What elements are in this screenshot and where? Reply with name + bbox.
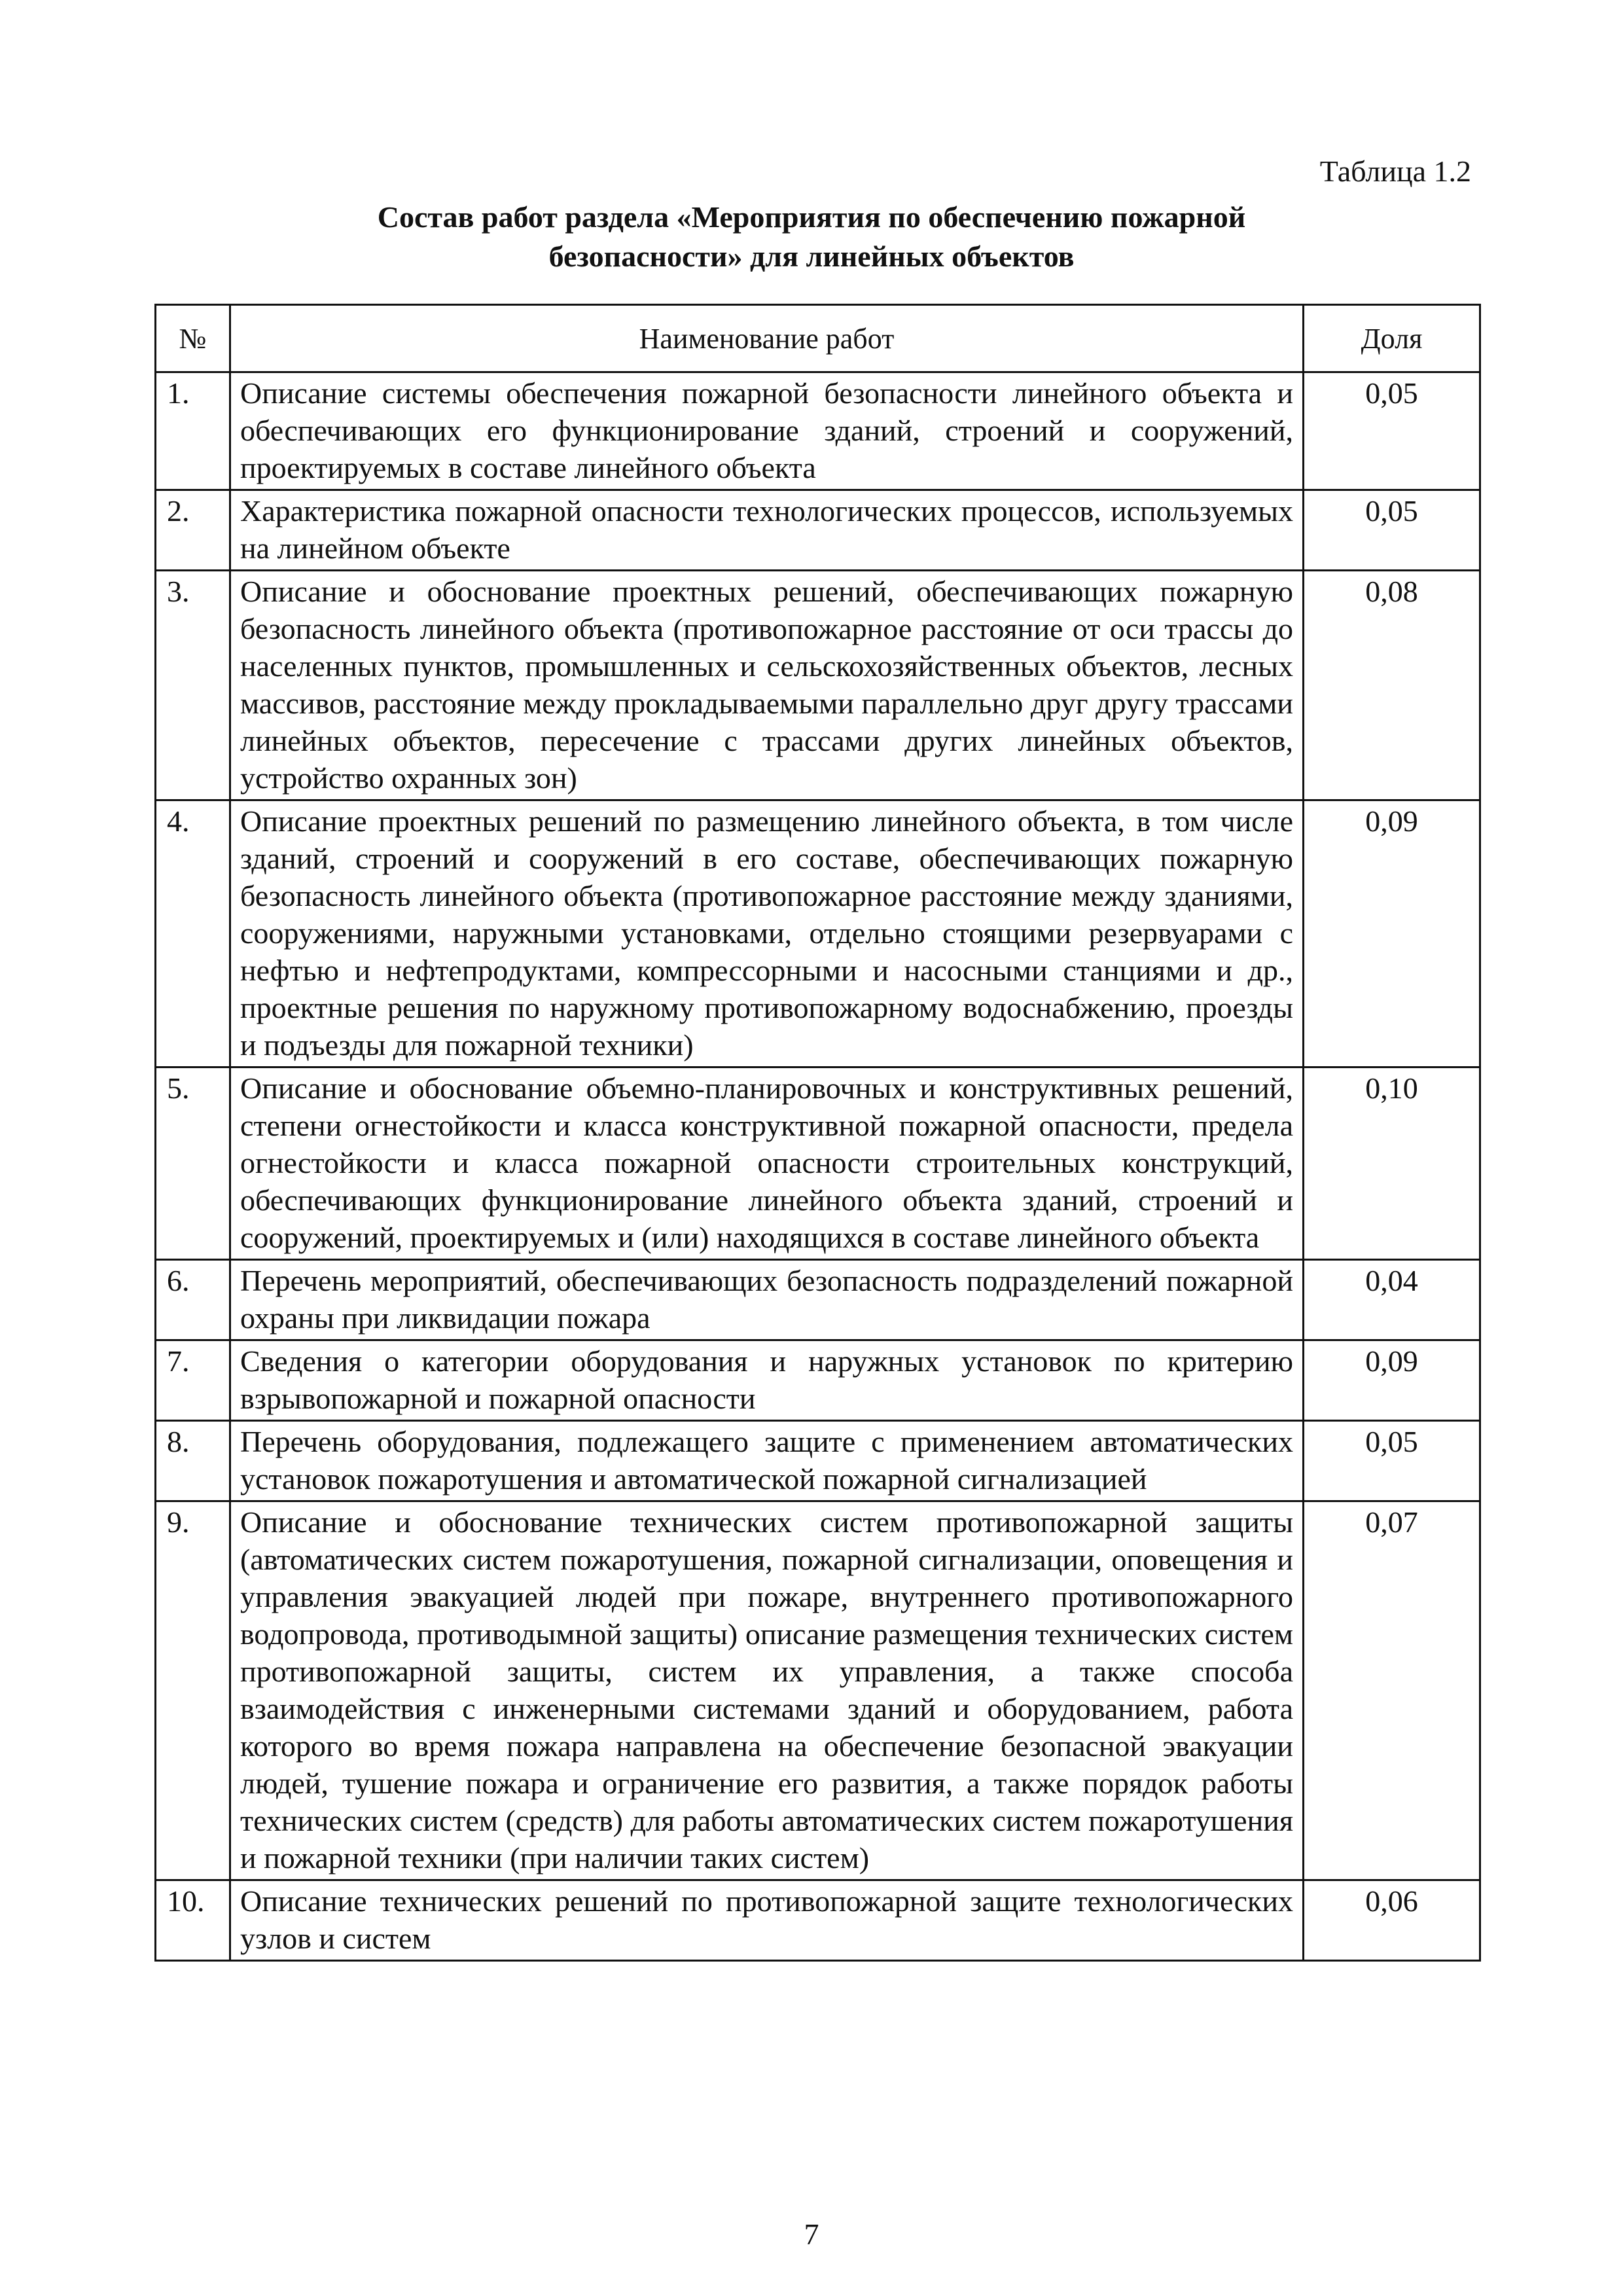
- page-number: 7: [804, 2217, 819, 2251]
- row-work-name: Описание и обоснование проектных решений, обеспечивающих пожарную безопасность линейного объекта (противопожарное расстояние от оси трассы до населенных пунктов, промышленных и сельскохозяйственных объектов, лесных массивов, расстояние между прокладываемыми параллельно друг другу трассами линейных объектов, пересечение с трассами других линейных объектов, устройство охранных зон): [230, 571, 1304, 800]
- row-number: 9.: [156, 1501, 230, 1880]
- row-share: 0,09: [1304, 800, 1480, 1067]
- row-work-name: Перечень мероприятий, обеспечивающих безопасность подразделений пожарной охраны при ликвидации пожара: [230, 1260, 1304, 1340]
- works-table: [154, 304, 1481, 1962]
- row-work-name: Описание проектных решений по размещению линейного объекта, в том числе зданий, строений и сооружений в его составе, обеспечивающих пожарную безопасность линейного объекта (противопожарное расстояние между зданиями, сооружениями, наружными установками, отдельно стоящими резервуарами с нефтью и нефтепродуктами, компрессорными и насосными станциями и др., проектные решения по наружному противопожарному водоснабжению, проезды и подъезды для пожарной техники): [230, 800, 1304, 1067]
- row-number: 1.: [156, 372, 230, 490]
- row-share: 0,05: [1304, 1421, 1480, 1501]
- row-number: 3.: [156, 571, 230, 800]
- row-number: 8.: [156, 1421, 230, 1501]
- row-share: 0,05: [1304, 372, 1480, 490]
- row-share: 0,10: [1304, 1067, 1480, 1260]
- header-share: Доля: [1304, 305, 1480, 372]
- row-number: 5.: [156, 1067, 230, 1260]
- caption-line-1: Состав работ раздела «Мероприятия по обеспечению пожарной: [377, 200, 1246, 234]
- row-work-name: Перечень оборудования, подлежащего защите с применением автоматических установок пожаротушения и автоматической пожарной сигнализацией: [230, 1421, 1304, 1501]
- table-header-row: [156, 305, 1480, 372]
- caption-line-2: безопасности» для линейных объектов: [548, 240, 1075, 273]
- table-row: [156, 800, 1480, 1067]
- table-row: [156, 1260, 1480, 1340]
- row-number: 2.: [156, 490, 230, 571]
- table-row: [156, 1340, 1480, 1421]
- row-share: 0,06: [1304, 1880, 1480, 1961]
- table-row: [156, 1067, 1480, 1260]
- row-work-name: Описание и обоснование объемно-планировочных и конструктивных решений, степени огнестойкости и класса конструктивной пожарной опасности, предела огнестойкости и класса пожарной опасности строительных конструкций, обеспечивающих функционирование линейного объекта зданий, строений и сооружений, проектируемых и (или) находящихся в составе линейного объекта: [230, 1067, 1304, 1260]
- row-number: 4.: [156, 800, 230, 1067]
- row-share: 0,08: [1304, 571, 1480, 800]
- row-share: 0,04: [1304, 1260, 1480, 1340]
- row-share: 0,09: [1304, 1340, 1480, 1421]
- header-work-name: Наименование работ: [230, 305, 1304, 372]
- row-share: 0,07: [1304, 1501, 1480, 1880]
- table-label: Таблица 1.2: [1319, 154, 1471, 188]
- row-number: 6.: [156, 1260, 230, 1340]
- table-row: [156, 571, 1480, 800]
- row-work-name: Характеристика пожарной опасности технологических процессов, используемых на линейном объекте: [230, 490, 1304, 571]
- table-row: [156, 1501, 1480, 1880]
- table-row: [156, 1421, 1480, 1501]
- header-number: №: [156, 305, 230, 372]
- row-work-name: Описание технических решений по противопожарной защите технологических узлов и систем: [230, 1880, 1304, 1961]
- row-work-name: Описание и обоснование технических систем противопожарной защиты (автоматических систем пожаротушения, пожарной сигнализации, оповещения и управления эвакуацией людей при пожаре, внутреннего противопожарного водопровода, противодымной защиты) описание размещения технических систем противопожарной защиты, систем их управления, а также способа взаимодействия с инженерными системами зданий и оборудованием, работа которого во время пожара направлена на обеспечение безопасной эвакуации людей, тушение пожара и ограничение его развития, а также порядок работы технических систем (средств) для работы автоматических систем пожаротушения и пожарной техники (при наличии таких систем): [230, 1501, 1304, 1880]
- row-work-name: Описание системы обеспечения пожарной безопасности линейного объекта и обеспечивающих его функционирование зданий, строений и сооружений, проектируемых в составе линейного объекта: [230, 372, 1304, 490]
- table-row: [156, 490, 1480, 571]
- table-caption: [157, 198, 1466, 276]
- row-work-name: Сведения о категории оборудования и наружных установок по критерию взрывопожарной и пожарной опасности: [230, 1340, 1304, 1421]
- row-share: 0,05: [1304, 490, 1480, 571]
- table-row: [156, 372, 1480, 490]
- table-row: [156, 1880, 1480, 1961]
- row-number: 10.: [156, 1880, 230, 1961]
- row-number: 7.: [156, 1340, 230, 1421]
